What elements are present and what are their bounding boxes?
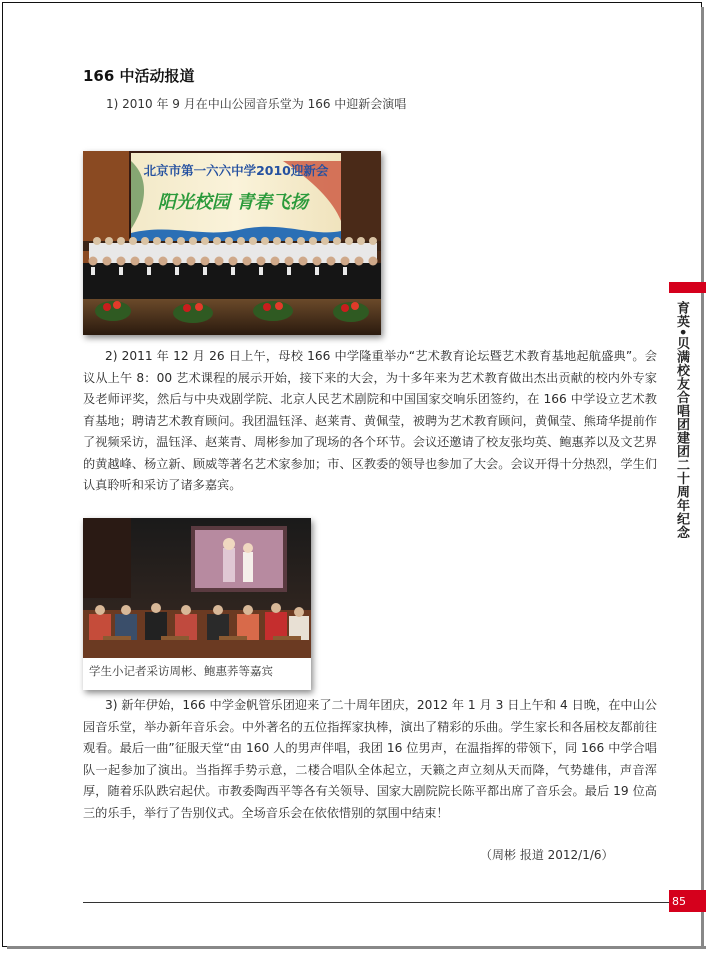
page-number-badge	[669, 890, 706, 912]
page	[2, 2, 702, 947]
photo-caption: 学生小记者采访周彬、鲍惠荞等嘉宾	[89, 664, 273, 678]
forum-photo-image	[83, 518, 311, 658]
paragraph-2: 2) 2011 年 12 月 26 日上午，母校 166 中学隆重举办“艺术教育论坛暨艺术教育基地起航盛典”。会议从上午 8：00 艺术课程的展示开始，接下来的大会，为十多年来为艺术教育做出杰出贡献的校内外专家及老师评奖，然后与中央戏剧学院、北京人民艺术剧院和中国国家交响乐团签约，在 166 中学设立艺术教育基地；聘请艺术教育顾问。我团温钰泽、赵莱青、黄佩莹，被聘为艺术教育顾问，黄佩莹、熊琦华提前作了视频采访，温钰泽、赵莱青、周彬参加了现场的各个环节。会议还邀请了校友张均英、鲍惠荞以及文艺界的黄越峰、杨立新、顾威等著名艺术家参加；市、区教委的领导也参加了大会。会议开得十分热烈，学生们认真聆听和采访了诸多嘉宾。	[83, 349, 657, 492]
byline: （周彬 报道 2012/1/6）	[480, 848, 614, 862]
page-shadow-bottom	[7, 946, 706, 949]
page-title: 166 中活动报道	[83, 67, 195, 85]
banner-line-1: 北京市第一六六中学2010迎新会	[143, 163, 329, 178]
item-1-heading: 1) 2010 年 9 月在中山公园音乐堂为 166 中迎新会演唱	[106, 97, 407, 111]
paragraph-3: 3) 新年伊始，166 中学金帆管乐团迎来了二十周年团庆，2012 年 1 月 3 日上午和 4 日晚，在中山公园音乐堂，举办新年音乐会。中外著名的五位指挥家执棒，演出了精彩的乐曲。学生家长和各届校友都前往观看。最后一曲”征服天堂“由 160 人的男声伴唱，我团 16 位男声，在温指挥的带领下，同 166 中学合唱队一起参加了演出。当指挥手势示意，二楼合唱队全体起立，天籁之声立刻从天而降，气势雄伟，声音浑厚，随着乐队跌宕起伏。市教委陶西平等各有关领导、国家大剧院院长陈平都出席了音乐会。最后 19 位高三的乐手，举行了告别仪式。全场音乐会在依依惜别的氛围中结束！	[83, 698, 657, 820]
page-number: 85	[672, 895, 686, 908]
banner-line-2: 阳光校园 青春飞扬	[157, 192, 309, 213]
sidebar-vertical-title: 育英•贝满校友合唱团建团二十周年纪念	[674, 301, 689, 540]
concert-photo	[83, 151, 381, 335]
sidebar-red-bar	[669, 282, 706, 293]
footer-rule	[83, 902, 669, 903]
page-shadow-right	[701, 7, 704, 949]
choir-front-row	[83, 257, 381, 302]
concert-photo-image	[83, 151, 381, 335]
